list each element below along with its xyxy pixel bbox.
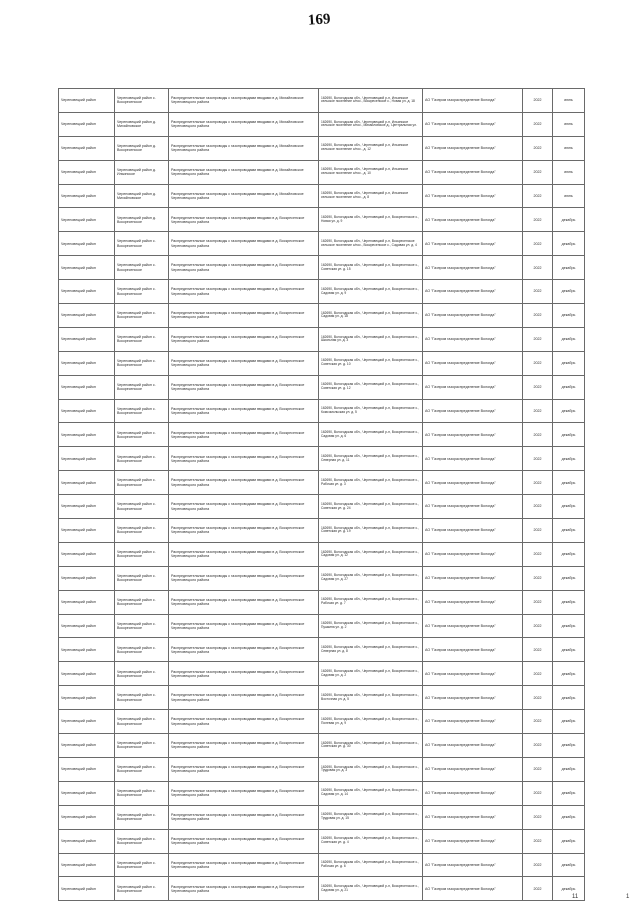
year-cell: 2022 <box>523 877 553 901</box>
month-cell: декабрь <box>553 710 585 734</box>
district-cell: Череповецкий район <box>59 495 115 519</box>
address-cell: 162690, Вологодская обл., Череповецкий р-н, Воскресенское с., Северная ул. д. 8 <box>319 638 423 662</box>
month-cell: декабрь <box>553 423 585 447</box>
settlement-cell: Череповецкий район с. Воскресенское <box>115 542 169 566</box>
month-cell: декабрь <box>553 757 585 781</box>
address-cell: 162690, Вологодская обл., Череповецкий р-н, Воскресенское с., Трудовая ул. д. 15 <box>319 805 423 829</box>
operator-cell: АО "Газпром газораспределение Вологда" <box>423 519 523 543</box>
object-cell: Распределительные газопроводы с газопроводами вводами в д. Михайловское Череповецкого района <box>169 112 319 136</box>
settlement-cell: Череповецкий район с. Воскресенское <box>115 686 169 710</box>
operator-cell: АО "Газпром газораспределение Вологда" <box>423 112 523 136</box>
table-row <box>59 89 585 113</box>
district-cell: Череповецкий район <box>59 662 115 686</box>
table-row <box>59 351 585 375</box>
year-cell: 2022 <box>523 375 553 399</box>
table-row <box>59 638 585 662</box>
district-cell: Череповецкий район <box>59 566 115 590</box>
operator-cell: АО "Газпром газораспределение Вологда" <box>423 327 523 351</box>
address-cell: 162690, Вологодская обл., Череповецкий р-н, Воскресенское с., Советская ул. д. 30 <box>319 734 423 758</box>
month-cell: июнь <box>553 89 585 113</box>
table-row <box>59 471 585 495</box>
year-cell: 2022 <box>523 638 553 662</box>
operator-cell: АО "Газпром газораспределение Вологда" <box>423 256 523 280</box>
year-cell: 2022 <box>523 304 553 328</box>
footer-mark: 11 <box>572 894 579 900</box>
object-cell: Распределительные газопроводы с газопроводами вводами в д. Воскресенское Череповецкого района <box>169 280 319 304</box>
table-row <box>59 757 585 781</box>
month-cell: июнь <box>553 160 585 184</box>
year-cell: 2022 <box>523 208 553 232</box>
table-row <box>59 447 585 471</box>
year-cell: 2022 <box>523 256 553 280</box>
object-cell: Распределительные газопроводы с газопроводами вводами в д. Воскресенское Череповецкого района <box>169 351 319 375</box>
district-cell: Череповецкий район <box>59 686 115 710</box>
year-cell: 2022 <box>523 734 553 758</box>
settlement-cell: Череповецкий район с. Воскресенское <box>115 232 169 256</box>
month-cell: декабрь <box>553 853 585 877</box>
settlement-cell: Череповецкий район с. Воскресенское <box>115 877 169 901</box>
address-cell: 162690, Вологодская обл., Череповецкий р-н, Воскресенское с., Садовая ул. д. 6 <box>319 423 423 447</box>
month-cell: июнь <box>553 112 585 136</box>
month-cell: декабрь <box>553 590 585 614</box>
address-cell: 162690, Вологодская обл., Череповецкий р-н, Воскресенское с., Советская ул. д. 4 <box>319 829 423 853</box>
district-cell: Череповецкий район <box>59 638 115 662</box>
district-cell: Череповецкий район <box>59 447 115 471</box>
table-row <box>59 734 585 758</box>
object-cell: Распределительные газопроводы с газопроводами вводами в д. Воскресенское Череповецкого района <box>169 471 319 495</box>
object-cell: Распределительные газопроводы с газопроводами вводами в д. Михайловское Череповецкого района <box>169 184 319 208</box>
year-cell: 2022 <box>523 662 553 686</box>
month-cell: декабрь <box>553 304 585 328</box>
object-cell: Распределительные газопроводы с газопроводами вводами в д. Воскресенское Череповецкого района <box>169 686 319 710</box>
settlement-cell: Череповецкий район с. Воскресенское <box>115 375 169 399</box>
district-cell: Череповецкий район <box>59 89 115 113</box>
month-cell: декабрь <box>553 638 585 662</box>
district-cell: Череповецкий район <box>59 112 115 136</box>
year-cell: 2022 <box>523 710 553 734</box>
district-cell: Череповецкий район <box>59 208 115 232</box>
operator-cell: АО "Газпром газораспределение Вологда" <box>423 590 523 614</box>
table-row <box>59 686 585 710</box>
table-row <box>59 184 585 208</box>
district-cell: Череповецкий район <box>59 734 115 758</box>
month-cell: декабрь <box>553 781 585 805</box>
operator-cell: АО "Газпром газораспределение Вологда" <box>423 757 523 781</box>
operator-cell: АО "Газпром газораспределение Вологда" <box>423 232 523 256</box>
address-cell: 162690, Вологодская обл., Череповецкий р-н, Воскресенское с., Садовая ул. д. 27 <box>319 566 423 590</box>
month-cell: июнь <box>553 184 585 208</box>
settlement-cell: Череповецкий район д. Михайловское <box>115 112 169 136</box>
object-cell: Распределительные газопроводы с газопроводами вводами в д. Воскресенское Череповецкого района <box>169 614 319 638</box>
address-cell: 162690, Вологодская обл., Череповецкий р-н, Воскресенское с., Полевая ул. д. 9 <box>319 710 423 734</box>
operator-cell: АО "Газпром газораспределение Вологда" <box>423 566 523 590</box>
object-cell: Распределительные газопроводы с газопроводами вводами в д. Воскресенское Череповецкого района <box>169 757 319 781</box>
address-cell: 162690, Вологодская обл., Череповецкий р-н, Воскресенское с., Советская ул. д. 15 <box>319 256 423 280</box>
year-cell: 2022 <box>523 89 553 113</box>
settlement-cell: Череповецкий район с. Воскресенское <box>115 351 169 375</box>
operator-cell: АО "Газпром газораспределение Вологда" <box>423 495 523 519</box>
operator-cell: АО "Газпром газораспределение Вологда" <box>423 208 523 232</box>
district-cell: Череповецкий район <box>59 136 115 160</box>
year-cell: 2022 <box>523 519 553 543</box>
address-cell: 162690, Вологодская обл., Череповецкий р-н, Воскресенское с., Садовая ул. д. 18 <box>319 304 423 328</box>
district-cell: Череповецкий район <box>59 304 115 328</box>
operator-cell: АО "Газпром газораспределение Вологда" <box>423 662 523 686</box>
object-cell: Распределительные газопроводы с газопроводами вводами в д. Михайловское Череповецкого района <box>169 160 319 184</box>
district-cell: Череповецкий район <box>59 160 115 184</box>
settlement-cell: Череповецкий район с. Воскресенское <box>115 89 169 113</box>
operator-cell: АО "Газпром газораспределение Вологда" <box>423 805 523 829</box>
settlement-cell: Череповецкий район с. Воскресенское <box>115 805 169 829</box>
operator-cell: АО "Газпром газораспределение Вологда" <box>423 781 523 805</box>
district-cell: Череповецкий район <box>59 423 115 447</box>
month-cell: декабрь <box>553 734 585 758</box>
object-cell: Распределительные газопроводы с газопроводами вводами в д. Михайловское Череповецкого района <box>169 136 319 160</box>
operator-cell: АО "Газпром газораспределение Вологда" <box>423 686 523 710</box>
settlement-cell: Череповецкий район с. Воскресенское <box>115 757 169 781</box>
settlement-cell: Череповецкий район с. Воскресенское <box>115 566 169 590</box>
table-row <box>59 304 585 328</box>
address-cell: 162690, Вологодская обл., Череповецкий р-н, Воскресенское с., Школьная ул. д. 3 <box>319 327 423 351</box>
settlement-cell: Череповецкий район с. Воскресенское <box>115 734 169 758</box>
address-cell: 162690, Вологодская обл., Череповецкий р-н, Воскресенское с., Пушкина ул. д. 2 <box>319 614 423 638</box>
month-cell: декабрь <box>553 542 585 566</box>
operator-cell: АО "Газпром газораспределение Вологда" <box>423 160 523 184</box>
operator-cell: АО "Газпром газораспределение Вологда" <box>423 853 523 877</box>
district-cell: Череповецкий район <box>59 184 115 208</box>
month-cell: декабрь <box>553 208 585 232</box>
district-cell: Череповецкий район <box>59 853 115 877</box>
address-cell: 162690, Вологодская обл., Череповецкий р-н, Воскресенское с., Трудовая ул. д. 3 <box>319 757 423 781</box>
address-cell: 162690, Вологодская обл., Череповецкий р-н, Воскресенское с., Восточная ул. д. 5 <box>319 686 423 710</box>
year-cell: 2022 <box>523 280 553 304</box>
table-row <box>59 327 585 351</box>
settlement-cell: Череповецкий район с. Воскресенское <box>115 662 169 686</box>
district-cell: Череповецкий район <box>59 327 115 351</box>
operator-cell: АО "Газпром газораспределение Вологда" <box>423 447 523 471</box>
object-cell: Распределительные газопроводы с газопроводами вводами в д. Воскресенское Череповецкого района <box>169 447 319 471</box>
district-cell: Череповецкий район <box>59 542 115 566</box>
district-cell: Череповецкий район <box>59 351 115 375</box>
table-row <box>59 232 585 256</box>
month-cell: декабрь <box>553 471 585 495</box>
address-cell: 162690, Вологодская обл., Череповецкий р-н, Воскресенское с., Советская ул. д. 10 <box>319 351 423 375</box>
table-row <box>59 160 585 184</box>
footer-mark: 1 <box>626 894 630 900</box>
object-cell: Распределительные газопроводы с газопроводами вводами в д. Воскресенское Череповецкого района <box>169 734 319 758</box>
month-cell: декабрь <box>553 375 585 399</box>
year-cell: 2022 <box>523 232 553 256</box>
object-cell: Распределительные газопроводы с газопроводами вводами в д. Воскресенское Череповецкого района <box>169 256 319 280</box>
district-cell: Череповецкий район <box>59 471 115 495</box>
table-row <box>59 710 585 734</box>
operator-cell: АО "Газпром газораспределение Вологда" <box>423 136 523 160</box>
operator-cell: АО "Газпром газораспределение Вологда" <box>423 710 523 734</box>
district-cell: Череповецкий район <box>59 829 115 853</box>
object-cell: Распределительные газопроводы с газопроводами вводами в д. Воскресенское Череповецкого района <box>169 304 319 328</box>
object-cell: Распределительные газопроводы с газопроводами вводами в д. Воскресенское Череповецкого района <box>169 542 319 566</box>
object-cell: Распределительные газопроводы с газопроводами вводами в д. Воскресенское Череповецкого района <box>169 805 319 829</box>
object-cell: Распределительные газопроводы с газопроводами вводами в д. Воскресенское Череповецкого района <box>169 232 319 256</box>
object-cell: Распределительные газопроводы с газопроводами вводами в д. Воскресенское Череповецкого района <box>169 399 319 423</box>
table-row <box>59 519 585 543</box>
table-row <box>59 829 585 853</box>
table-row <box>59 423 585 447</box>
table-row <box>59 208 585 232</box>
district-cell: Череповецкий район <box>59 280 115 304</box>
settlement-cell: Череповецкий район с. Воскресенское <box>115 614 169 638</box>
settlement-cell: Череповецкий район д. Ильинское <box>115 160 169 184</box>
address-cell: 162690, Вологодская обл., Череповецкий р-н, Воскресенское с., Садовая ул. д. 14 <box>319 781 423 805</box>
operator-cell: АО "Газпром газораспределение Вологда" <box>423 351 523 375</box>
settlement-cell: Череповецкий район с. Воскресенское <box>115 423 169 447</box>
settlement-cell: Череповецкий район с. Воскресенское <box>115 781 169 805</box>
page-number: 169 <box>307 11 331 29</box>
settlement-cell: Череповецкий район с. Воскресенское <box>115 447 169 471</box>
district-cell: Череповецкий район <box>59 757 115 781</box>
object-cell: Распределительные газопроводы с газопроводами вводами в д. Воскресенское Череповецкого района <box>169 566 319 590</box>
register-table <box>58 88 585 901</box>
address-cell: 162690, Вологодская обл., Череповецкий р-н, Воскресенское с., Рабочая ул. д. 3 <box>319 471 423 495</box>
object-cell: Распределительные газопроводы с газопроводами вводами в д. Воскресенское Череповецкого района <box>169 495 319 519</box>
object-cell: Распределительные газопроводы с газопроводами вводами в д. Воскресенское Череповецкого района <box>169 423 319 447</box>
district-cell: Череповецкий район <box>59 375 115 399</box>
year-cell: 2022 <box>523 447 553 471</box>
table-row <box>59 542 585 566</box>
month-cell: декабрь <box>553 232 585 256</box>
district-cell: Череповецкий район <box>59 710 115 734</box>
table-row <box>59 112 585 136</box>
address-cell: 162690, Вологодская обл., Череповецкий р-н, Ильинское сельское поселение с/пос., д. 12 <box>319 136 423 160</box>
operator-cell: АО "Газпром газораспределение Вологда" <box>423 471 523 495</box>
month-cell: декабрь <box>553 662 585 686</box>
district-cell: Череповецкий район <box>59 614 115 638</box>
object-cell: Распределительные газопроводы с газопроводами вводами в д. Воскресенское Череповецкого района <box>169 638 319 662</box>
address-cell: 162690, Вологодская обл., Череповецкий р-н, Воскресенское с., Советская ул. д. 19 <box>319 519 423 543</box>
address-cell: 162690, Вологодская обл., Череповецкий р-н, Воскресенское с., Северная ул. д. 11 <box>319 447 423 471</box>
year-cell: 2022 <box>523 566 553 590</box>
operator-cell: АО "Газпром газораспределение Вологда" <box>423 734 523 758</box>
address-cell: 162690, Вологодская обл., Череповецкий р-н, Ильинское сельское поселение с/пос., Воскресенское с., Новая ул. д. 18 <box>319 89 423 113</box>
address-cell: 162690, Вологодская обл., Череповецкий р-н, Ильинское сельское поселение с/пос., Михайловское д., Центральная ул. <box>319 112 423 136</box>
year-cell: 2022 <box>523 351 553 375</box>
month-cell: декабрь <box>553 805 585 829</box>
object-cell: Распределительные газопроводы с газопроводами вводами в д. Воскресенское Череповецкого района <box>169 327 319 351</box>
object-cell: Распределительные газопроводы с газопроводами вводами в д. Воскресенское Череповецкого района <box>169 375 319 399</box>
district-cell: Череповецкий район <box>59 399 115 423</box>
settlement-cell: Череповецкий район с. Воскресенское <box>115 495 169 519</box>
year-cell: 2022 <box>523 327 553 351</box>
operator-cell: АО "Газпром газораспределение Вологда" <box>423 542 523 566</box>
year-cell: 2022 <box>523 781 553 805</box>
table-row <box>59 566 585 590</box>
district-cell: Череповецкий район <box>59 519 115 543</box>
address-cell: 162690, Вологодская обл., Череповецкий р-н, Ильинское сельское поселение с/пос., д. 8 <box>319 184 423 208</box>
settlement-cell: Череповецкий район с. Воскресенское <box>115 829 169 853</box>
operator-cell: АО "Газпром газораспределение Вологда" <box>423 829 523 853</box>
year-cell: 2022 <box>523 614 553 638</box>
year-cell: 2022 <box>523 423 553 447</box>
year-cell: 2022 <box>523 853 553 877</box>
object-cell: Распределительные газопроводы с газопроводами вводами в д. Воскресенское Череповецкого района <box>169 662 319 686</box>
address-cell: 162690, Вологодская обл., Череповецкий р-н, Воскресенское с., Рабочая ул. д. 7 <box>319 590 423 614</box>
month-cell: декабрь <box>553 495 585 519</box>
object-cell: Распределительные газопроводы с газопроводами вводами в д. Воскресенское Череповецкого района <box>169 829 319 853</box>
year-cell: 2022 <box>523 136 553 160</box>
address-cell: 162690, Вологодская обл., Череповецкий р-н, Воскресенское с., Садовая ул. д. 12 <box>319 542 423 566</box>
month-cell: декабрь <box>553 519 585 543</box>
year-cell: 2022 <box>523 590 553 614</box>
settlement-cell: Череповецкий район с. Воскресенское <box>115 304 169 328</box>
month-cell: декабрь <box>553 327 585 351</box>
settlement-cell: Череповецкий район д. Воскресенское <box>115 136 169 160</box>
address-cell: 162690, Вологодская обл., Череповецкий р-н, Ильинское сельское поселение с/пос., д. 10 <box>319 160 423 184</box>
settlement-cell: Череповецкий район с. Воскресенское <box>115 853 169 877</box>
object-cell: Распределительные газопроводы с газопроводами вводами в д. Воскресенское Череповецкого района <box>169 781 319 805</box>
settlement-cell: Череповецкий район с. Воскресенское <box>115 638 169 662</box>
table-row <box>59 280 585 304</box>
object-cell: Распределительные газопроводы с газопроводами вводами в д. Воскресенское Череповецкого района <box>169 519 319 543</box>
table-row <box>59 781 585 805</box>
address-cell: 162690, Вологодская обл., Череповецкий р-н, Воскресенское с., Советская ул. д. 24 <box>319 495 423 519</box>
settlement-cell: Череповецкий район с. Воскресенское <box>115 519 169 543</box>
address-cell: 162690, Вологодская обл., Череповецкий р-н, Воскресенское с., Рабочая ул. д. 6 <box>319 853 423 877</box>
month-cell: декабрь <box>553 686 585 710</box>
settlement-cell: Череповецкий район с. Воскресенское <box>115 590 169 614</box>
table-row <box>59 399 585 423</box>
table-row <box>59 495 585 519</box>
table-row <box>59 256 585 280</box>
table-row <box>59 614 585 638</box>
month-cell: декабрь <box>553 447 585 471</box>
table-row <box>59 136 585 160</box>
address-cell: 162690, Вологодская обл., Череповецкий р-н, Воскресенское с., Комсомольская ул. д. 5 <box>319 399 423 423</box>
year-cell: 2022 <box>523 471 553 495</box>
settlement-cell: Череповецкий район с. Воскресенское <box>115 256 169 280</box>
object-cell: Распределительные газопроводы с газопроводами вводами в д. Михайловское Череповецкого района <box>169 89 319 113</box>
month-cell: декабрь <box>553 280 585 304</box>
month-cell: декабрь <box>553 877 585 901</box>
district-cell: Череповецкий район <box>59 590 115 614</box>
table-row <box>59 805 585 829</box>
operator-cell: АО "Газпром газораспределение Вологда" <box>423 423 523 447</box>
operator-cell: АО "Газпром газораспределение Вологда" <box>423 89 523 113</box>
month-cell: декабрь <box>553 256 585 280</box>
address-cell: 162690, Вологодская обл., Череповецкий р-н, Воскресенское сельское поселение с/пос., Воскресенское с., Садовая ул. д. 4 <box>319 232 423 256</box>
month-cell: декабрь <box>553 566 585 590</box>
object-cell: Распределительные газопроводы с газопроводами вводами в д. Воскресенское Череповецкого района <box>169 590 319 614</box>
district-cell: Череповецкий район <box>59 781 115 805</box>
address-cell: 162690, Вологодская обл., Череповецкий р-н, Воскресенское с., Садовая ул. д. 9 <box>319 280 423 304</box>
object-cell: Распределительные газопроводы с газопроводами вводами в д. Воскресенское Череповецкого района <box>169 710 319 734</box>
year-cell: 2022 <box>523 184 553 208</box>
object-cell: Распределительные газопроводы с газопроводами вводами в д. Воскресенское Череповецкого района <box>169 208 319 232</box>
settlement-cell: Череповецкий район с. Воскресенское <box>115 280 169 304</box>
settlement-cell: Череповецкий район д. Михайловское <box>115 184 169 208</box>
district-cell: Череповецкий район <box>59 877 115 901</box>
operator-cell: АО "Газпром газораспределение Вологда" <box>423 375 523 399</box>
settlement-cell: Череповецкий район д. Воскресенское <box>115 208 169 232</box>
operator-cell: АО "Газпром газораспределение Вологда" <box>423 877 523 901</box>
address-cell: 162690, Вологодская обл., Череповецкий р-н, Воскресенское с., Советская ул. д. 12 <box>319 375 423 399</box>
district-cell: Череповецкий район <box>59 805 115 829</box>
table-row <box>59 662 585 686</box>
district-cell: Череповецкий район <box>59 232 115 256</box>
year-cell: 2022 <box>523 829 553 853</box>
operator-cell: АО "Газпром газораспределение Вологда" <box>423 184 523 208</box>
table-row <box>59 877 585 901</box>
address-cell: 162690, Вологодская обл., Череповецкий р-н, Воскресенское с., Садовая ул. д. 2 <box>319 662 423 686</box>
year-cell: 2022 <box>523 495 553 519</box>
operator-cell: АО "Газпром газораспределение Вологда" <box>423 399 523 423</box>
settlement-cell: Череповецкий район с. Воскресенское <box>115 471 169 495</box>
object-cell: Распределительные газопроводы с газопроводами вводами в д. Воскресенское Череповецкого района <box>169 853 319 877</box>
month-cell: декабрь <box>553 351 585 375</box>
year-cell: 2022 <box>523 757 553 781</box>
object-cell: Распределительные газопроводы с газопроводами вводами в д. Воскресенское Череповецкого района <box>169 877 319 901</box>
month-cell: декабрь <box>553 829 585 853</box>
settlement-cell: Череповецкий район с. Воскресенское <box>115 710 169 734</box>
operator-cell: АО "Газпром газораспределение Вологда" <box>423 614 523 638</box>
year-cell: 2022 <box>523 542 553 566</box>
settlement-cell: Череповецкий район с. Воскресенское <box>115 327 169 351</box>
year-cell: 2022 <box>523 112 553 136</box>
address-cell: 162690, Вологодская обл., Череповецкий р-н, Воскресенское с., Садовая ул. д. 21 <box>319 877 423 901</box>
year-cell: 2022 <box>523 805 553 829</box>
table-row <box>59 590 585 614</box>
operator-cell: АО "Газпром газораспределение Вологда" <box>423 304 523 328</box>
operator-cell: АО "Газпром газораспределение Вологда" <box>423 280 523 304</box>
month-cell: июнь <box>553 136 585 160</box>
year-cell: 2022 <box>523 399 553 423</box>
month-cell: декабрь <box>553 614 585 638</box>
district-cell: Череповецкий район <box>59 256 115 280</box>
operator-cell: АО "Газпром газораспределение Вологда" <box>423 638 523 662</box>
address-cell: 162690, Вологодская обл., Череповецкий р-н, Воскресенское с., Новая ул. д. 9 <box>319 208 423 232</box>
month-cell: декабрь <box>553 399 585 423</box>
year-cell: 2022 <box>523 686 553 710</box>
table-row <box>59 853 585 877</box>
year-cell: 2022 <box>523 160 553 184</box>
settlement-cell: Череповецкий район с. Воскресенское <box>115 399 169 423</box>
table-row <box>59 375 585 399</box>
